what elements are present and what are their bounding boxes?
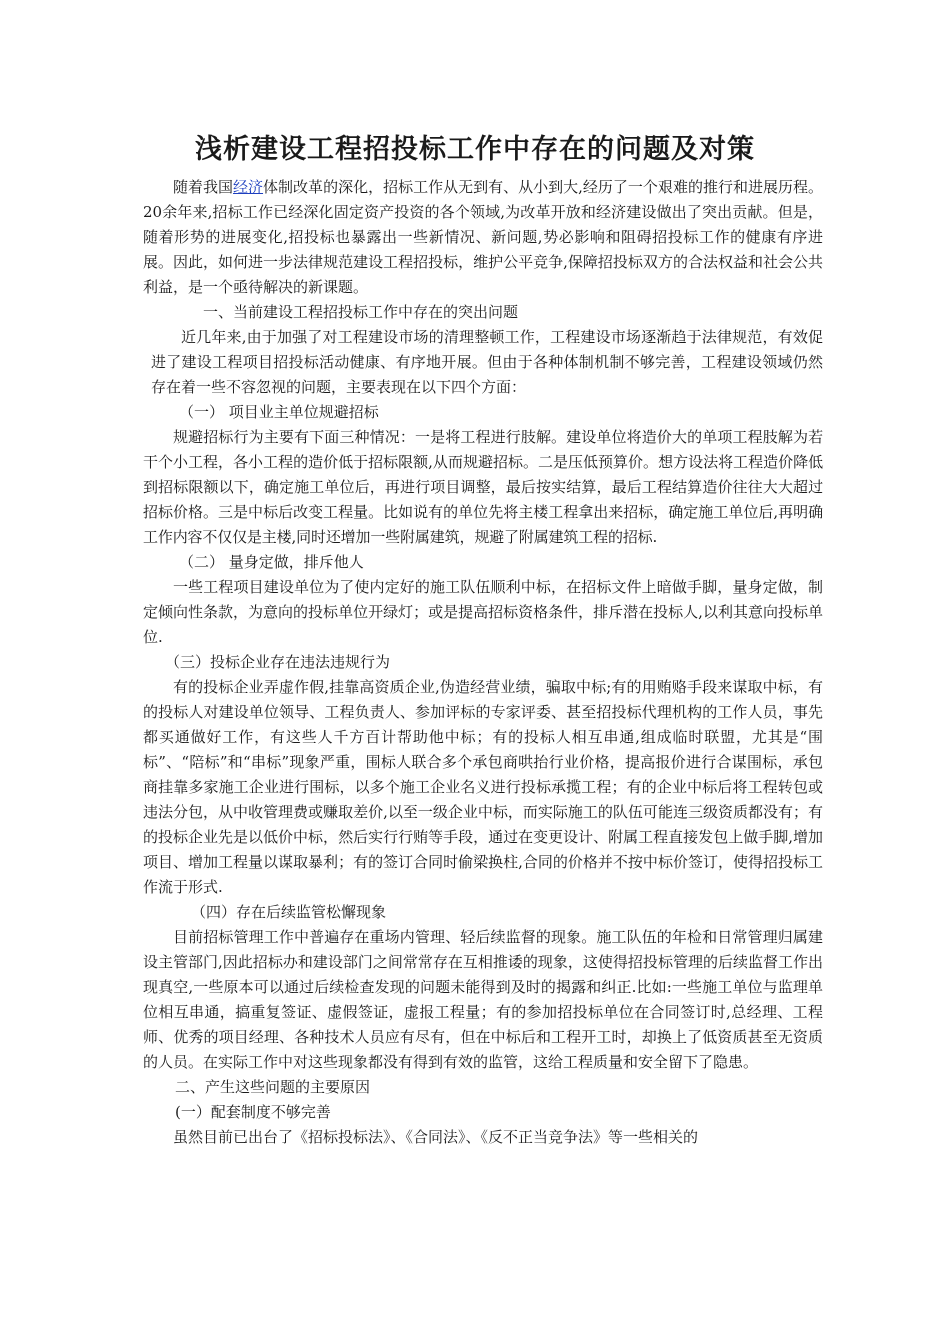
intro-paragraph [143, 175, 823, 300]
subsection-heading-3: （三）投标企业存在违法违规行为 [165, 653, 391, 671]
subsection-2-paragraph: 一些工程项目建设单位为了使内定好的施工队伍顺利中标，在招标文件上暗做手脚，量身定做，制定倾向性条款，为意向的投标单位开绿灯；或是提高招标资格条件，排斥潜在投标人,以利其意向投标单位. [143, 578, 823, 646]
intro-text-after-link: 体制改革的深化，招标工作从无到有、从小到大,经历了一个艰难的推行和进展历程。20余年来,招标工作已经深化固定资产投资的各个领域,为改革开放和经济建设做出了突出贡献。但是，随着形势的进展变化,招投标也暴露出一些新情况、新问题,势必影响和阻碍招投标工作的健康有序进展。因此，如何进一步法律规范建设工程招投标，维护公平竞争,保障招投标双方的合法权益和社会公共利益，是一个亟待解决的新课题。 [143, 178, 823, 296]
section-heading-2: 二、产生这些问题的主要原因 [175, 1078, 371, 1096]
section-2-subsection-1-paragraph: 虽然目前已出台了《招标投标法》、《合同法》、《反不正当竞争法》等一些相关的 [173, 1128, 699, 1146]
section-heading-1: 一、当前建设工程招投标工作中存在的突出问题 [203, 303, 519, 321]
economy-link[interactable]: 经济 [233, 178, 264, 196]
subsection-4-paragraph: 目前招标管理工作中普遍存在重场内管理、轻后续监督的现象。施工队伍的年检和日常管理归属建设主管部门,因此招标办和建设部门之间常常存在互相推诿的现象，这使得招投标管理的后续监督工作出现真空,一些原本可以通过后续检查发现的问题未能得到及时的揭露和纠正.比如:一些施工单位与监理单位相互串通，搞重复签证、虚假签证，虚报工程量；有的参加招投标单位在合同签订时,总经理、工程师、优秀的项目经理、各种技术人员应有尽有，但在中标后和工程开工时，却换上了低资质甚至无资质的人员。在实际工作中对这些现象都没有得到有效的监管，这给工程质量和安全留下了隐患。 [143, 928, 823, 1071]
subsection-heading-1: （一） 项目业主单位规避招标 [179, 403, 379, 421]
section-1-paragraph: 近几年来,由于加强了对工程建设市场的清理整顿工作，工程建设市场逐渐趋于法律规范，有效促进了建设工程项目招投标活动健康、有序地开展。但由于各种体制机制不够完善，工程建设领域仍然存在着一些不容忽视的问题，主要表现在以下四个方面： [151, 328, 823, 396]
section-2-subsection-heading-1: (一）配套制度不够完善 [175, 1103, 331, 1121]
subsection-heading-4: （四）存在后续监管松懈现象 [191, 903, 387, 921]
document-body [143, 175, 823, 1150]
intro-text-before-link: 随着我国 [173, 178, 234, 196]
subsection-3-paragraph: 有的投标企业弄虚作假,挂靠高资质企业,伪造经营业绩，骗取中标;有的用贿赂手段来谋取中标，有的投标人对建设单位领导、工程负责人、参加评标的专家评委、甚至招投标代理机构的工作人员，事先都买通做好工作，有这些人千方百计帮助他中标；有的投标人相互串通,组成临时联盟，尤其是“围标”、“陪标”和“串标”现象严重，围标人联合多个承包商哄抬行业价格，提高报价进行合谋围标，承包商挂靠多家施工企业进行围标，以多个施工企业名义进行投标承揽工程；有的企业中标后将工程转包或违法分包，从中收管理费或赚取差价,以至一级企业中标，而实际施工的队伍可能连三级资质都没有；有的投标企业先是以低价中标，然后实行行贿等手段，通过在变更设计、附属工程直接发包上做手脚,增加项目、增加工程量以谋取暴利；有的签订合同时偷梁换柱,合同的价格并不按中标价签订，使得招投标工作流于形式. [143, 678, 823, 896]
subsection-heading-2: （二） 量身定做，排斥他人 [179, 553, 364, 571]
subsection-1-paragraph: 规避招标行为主要有下面三种情况：一是将工程进行肢解。建设单位将造价大的单项工程肢解为若干个小工程，各小工程的造价低于招标限额,从而规避招标。二是压低预算价。想方设法将工程造价降低到招标限额以下，确定施工单位后，再进行项目调整，最后按实结算，最后工程结算造价往往大大超过招标价格。三是中标后改变工程量。比如说有的单位先将主楼工程拿出来招标，确定施工单位后,再明确工作内容不仅仅是主楼,同时还增加一些附属建筑，规避了附属建筑工程的招标. [143, 428, 823, 546]
document-title: 浅析建设工程招投标工作中存在的问题及对策 [195, 134, 755, 165]
